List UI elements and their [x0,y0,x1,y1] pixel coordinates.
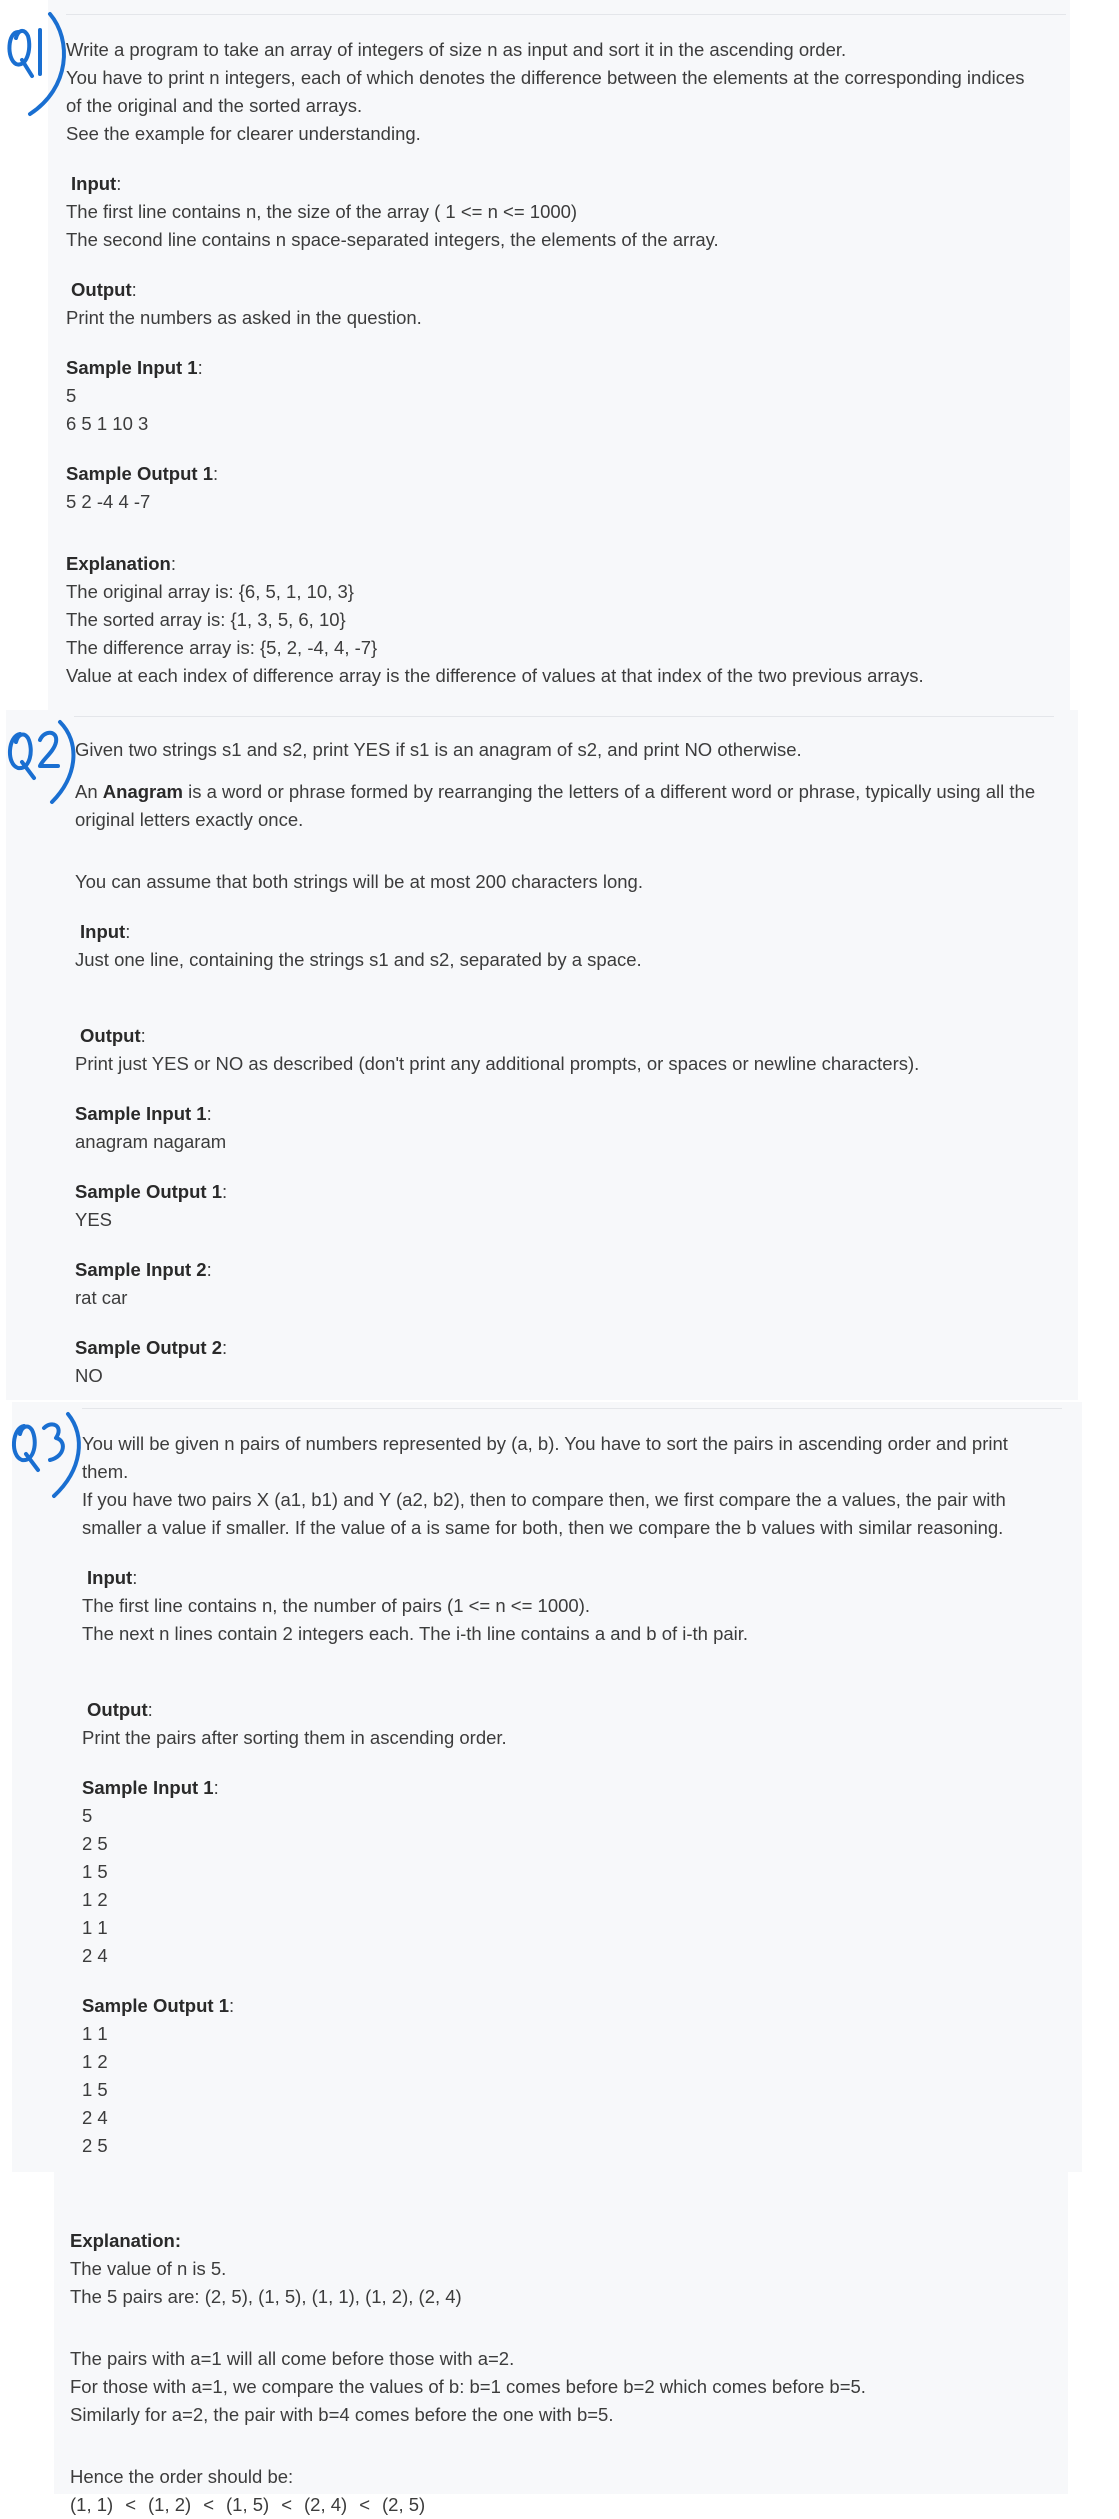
q3-statement-line: them. [82,1461,129,1482]
q3-sample-input-line: 1 5 [82,1861,108,1882]
q3-statement-line: You will be given n pairs of numbers represented by (a, b). You have to sort the pairs in ascending order and print [82,1433,1008,1454]
q2-sample-output1: YES [75,1209,113,1230]
q1-sample-input-line: 5 [66,385,77,406]
q2-sample-output2: NO [75,1365,103,1386]
q1-explanation-line: The sorted array is: {1, 3, 5, 6, 10} [66,609,346,630]
q3-order-sep: < [359,2494,370,2515]
q3-sample-input-line: 1 1 [82,1917,108,1938]
q3-sample-input-heading: Sample Input 1: [82,1777,219,1798]
q2-anagram-definition: An Anagram is a word or phrase formed by rearranging the letters of a different word or phrase, typically using all the [75,781,1036,802]
question-2-content [75,736,1075,1390]
q2-input-heading: Input: [80,921,131,942]
q2-sample-output2-heading: Sample Output 2: [75,1337,228,1358]
question-3-explanation [70,2227,1060,2519]
q1-statement-line: You have to print n integers, each of which denotes the difference between the elements at the corresponding indices [66,67,1025,88]
q1-explanation-heading: Explanation: [66,553,176,574]
q1-explanation-line: The difference array is: {5, 2, -4, 4, -7} [66,637,378,658]
q3-explanation-line: The 5 pairs are: (2, 5), (1, 5), (1, 1), (1, 2), (2, 4) [70,2286,462,2307]
q3-output-line: Print the pairs after sorting them in ascending order. [82,1727,507,1748]
q1-sample-output-heading: Sample Output 1: [66,463,219,484]
q1-input-heading: Input: [71,173,122,194]
q2-assumption: You can assume that both strings will be at most 200 characters long. [75,871,643,892]
q3-sample-output-line: 1 5 [82,2079,108,2100]
question-3-content [82,1430,1072,2160]
q2-sample-output1-heading: Sample Output 1: [75,1181,228,1202]
q3-handwritten-label [6,1408,86,1513]
q3-sample-input-line: 1 2 [82,1889,108,1910]
q3-explanation-heading: Explanation: [70,2230,182,2251]
q2-anagram-definition-cont: original letters exactly once. [75,809,304,830]
q3-sample-input-line: 5 [82,1805,93,1826]
q3-sample-output-line: 2 5 [82,2135,108,2156]
q3-order-sep: < [125,2494,136,2515]
q2-output-line: Print just YES or NO as described (don't print any additional prompts, or spaces or newline characters). [75,1053,920,1074]
q3-order-sep: < [281,2494,292,2515]
q1-statement-line: of the original and the sorted arrays. [66,95,363,116]
q3-sample-output-line: 1 2 [82,2051,108,2072]
q3-explanation-line: The value of n is 5. [70,2258,227,2279]
q3-input-heading: Input: [87,1567,138,1588]
q3-input-line: The first line contains n, the number of pairs (1 <= n <= 1000). [82,1595,591,1616]
q1-output-heading: Output: [71,279,137,300]
q2-sample-input1: anagram nagaram [75,1131,227,1152]
q1-handwritten-label [0,10,70,125]
q1-statement-line: Write a program to take an array of integers of size n as input and sort it in the ascending order. [66,39,847,60]
q1-sample-input-heading: Sample Input 1: [66,357,203,378]
question-1-content [66,36,1066,690]
q1-sample-input-line: 6 5 1 10 3 [66,413,149,434]
q3-order-sep: < [203,2494,214,2515]
q3-sample-input-line: 2 5 [82,1833,108,1854]
q3-hence: Hence the order should be: [70,2466,294,2487]
q3-reason-line: The pairs with a=1 will all come before those with a=2. [70,2348,515,2369]
q2-handwritten-label [2,716,82,821]
q2-statement: Given two strings s1 and s2, print YES if s1 is an anagram of s2, and print NO otherwise. [75,739,802,760]
q1-explanation-line: Value at each index of difference array is the difference of values at that index of the two previous arrays. [66,665,924,686]
q3-statement-line: If you have two pairs X (a1, b1) and Y (a2, b2), then to compare then, we first compare the a values, the pair with [82,1489,1006,1510]
q3-order-item: (1, 1) [70,2494,114,2515]
q3-sample-input-line: 2 4 [82,1945,108,1966]
q1-statement-line: See the example for clearer understanding. [66,123,421,144]
q3-order-item: (2, 5) [382,2494,426,2515]
q3-order-item: (1, 5) [226,2494,270,2515]
q1-input-line: The second line contains n space-separated integers, the elements of the array. [66,229,719,250]
q3-order-sequence [70,2491,1060,2519]
q3-reason-line: For those with a=1, we compare the values of b: b=1 comes before b=2 which comes before b=5. [70,2376,866,2397]
q1-input-line: The first line contains n, the size of the array ( 1 <= n <= 1000) [66,201,578,222]
q2-output-heading: Output: [80,1025,146,1046]
q3-sample-output-line: 2 4 [82,2107,108,2128]
q3-sample-output-heading: Sample Output 1: [82,1995,235,2016]
q3-input-line: The next n lines contain 2 integers each. The i-th line contains a and b of i-th pair. [82,1623,749,1644]
q3-sample-output-line: 1 1 [82,2023,108,2044]
q3-order-item: (2, 4) [304,2494,348,2515]
q2-sample-input1-heading: Sample Input 1: [75,1103,212,1124]
q1-explanation-line: The original array is: {6, 5, 1, 10, 3} [66,581,354,602]
q1-output-line: Print the numbers as asked in the question. [66,307,422,328]
q3-output-heading: Output: [87,1699,153,1720]
q2-sample-input2-heading: Sample Input 2: [75,1259,212,1280]
q2-input-line: Just one line, containing the strings s1 and s2, separated by a space. [75,949,642,970]
q3-reason-line: Similarly for a=2, the pair with b=4 comes before the one with b=5. [70,2404,614,2425]
q1-sample-output-line: 5 2 -4 4 -7 [66,491,151,512]
q2-sample-input2: rat car [75,1287,128,1308]
q3-statement-line: smaller a value if smaller. If the value of a is same for both, then we compare the b values with similar reasoning. [82,1517,1004,1538]
q3-order-item: (1, 2) [148,2494,192,2515]
